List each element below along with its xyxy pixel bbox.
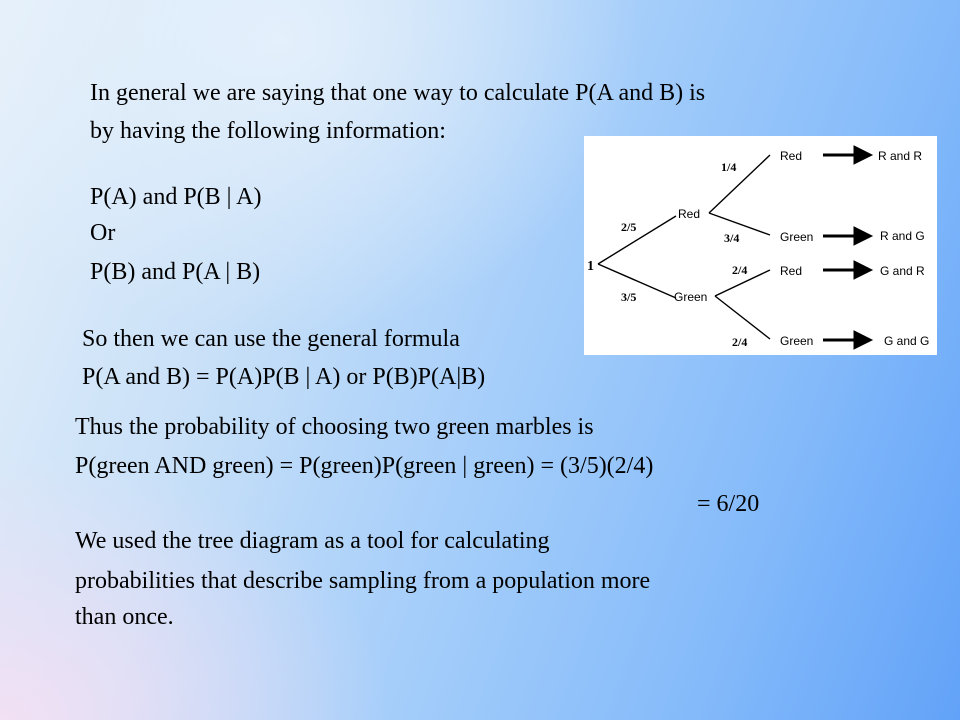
conclusion-line-1: We used the tree diagram as a tool for calculating xyxy=(75,528,550,554)
tree-root: 1 xyxy=(587,259,594,274)
branch-red-red xyxy=(709,155,770,213)
prob-first-red: 2/5 xyxy=(621,220,637,234)
result-g-and-g: G and G xyxy=(884,334,930,348)
result-r-and-g: R and G xyxy=(880,229,925,243)
intro-line-1: In general we are saying that one way to calculate P(A and B) is xyxy=(90,80,706,106)
prob-second-red-green: 3/4 xyxy=(724,231,740,245)
node-second-green-green: Green xyxy=(780,334,814,348)
general-formula-intro: So then we can use the general formula xyxy=(82,326,460,352)
prob-second-red-red: 1/4 xyxy=(721,160,737,174)
node-second-green-red: Red xyxy=(780,264,803,278)
tree-diagram xyxy=(584,136,937,355)
node-first-red: Red xyxy=(678,207,701,221)
conclusion-line-2: probabilities that describe sampling from a population more xyxy=(75,568,651,594)
option-line-1: P(A) and P(B | A) xyxy=(90,184,262,210)
option-line-3: P(B) and P(A | B) xyxy=(90,259,261,285)
arrow-head-rg xyxy=(854,227,872,245)
node-second-red-red: Red xyxy=(780,149,803,163)
option-line-2: Or xyxy=(90,220,116,246)
branch-green-green xyxy=(715,296,770,339)
node-first-green: Green xyxy=(674,290,708,304)
branch-root-green xyxy=(598,264,676,298)
branch-red-green xyxy=(709,213,770,235)
intro-line-2: by having the following information: xyxy=(90,118,446,144)
branch-root-red xyxy=(598,216,676,264)
prob-second-green-red: 2/4 xyxy=(732,263,748,277)
arrow-head-gg xyxy=(854,331,872,349)
prob-second-green-green: 2/4 xyxy=(732,335,748,349)
arrow-head-gr xyxy=(854,261,872,279)
node-second-red-green: Green xyxy=(780,230,814,244)
example-calculation: P(green AND green) = P(green)P(green | green) = (3/5)(2/4) xyxy=(75,453,654,479)
result-r-and-r: R and R xyxy=(878,149,923,163)
example-result: = 6/20 xyxy=(697,491,760,517)
conclusion-line-3: than once. xyxy=(75,604,174,630)
example-intro: Thus the probability of choosing two green marbles is xyxy=(75,414,594,440)
general-formula: P(A and B) = P(A)P(B | A) or P(B)P(A|B) xyxy=(82,364,486,390)
result-g-and-r: G and R xyxy=(880,264,925,278)
arrow-head-rr xyxy=(854,146,872,164)
prob-first-green: 3/5 xyxy=(621,290,637,304)
